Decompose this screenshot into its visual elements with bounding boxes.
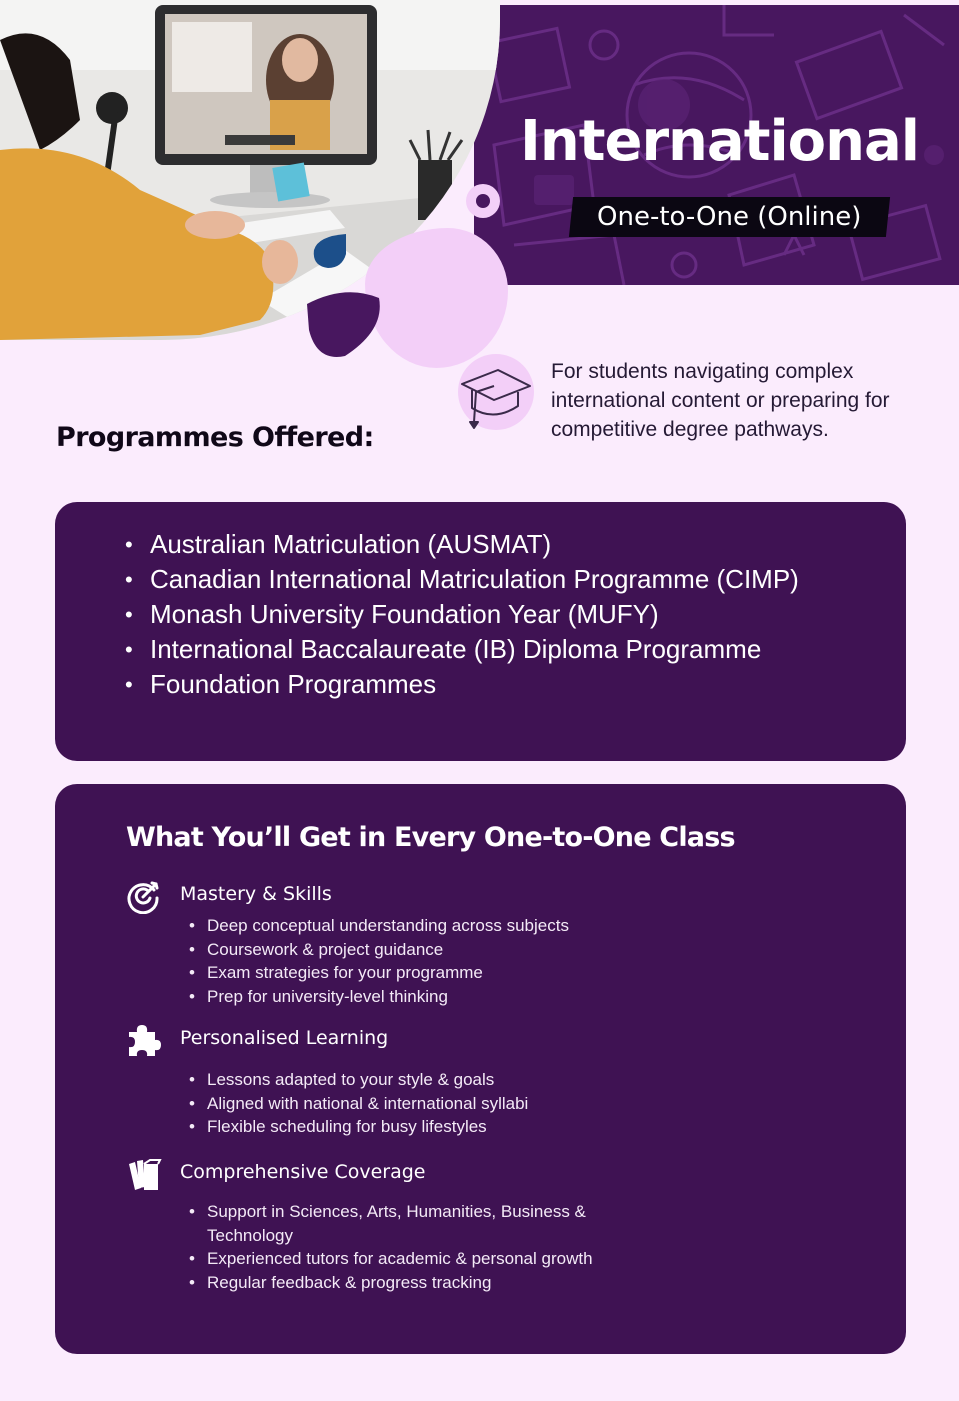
list-item: • Prep for university-level thinking bbox=[189, 985, 629, 1009]
hero-title: International bbox=[519, 109, 919, 174]
graduation-cap-icon bbox=[456, 352, 536, 432]
intro-text: For students navigating complex international content or preparing for competitive degree pathways. bbox=[551, 360, 890, 441]
programmes-heading: Programmes Offered: bbox=[56, 422, 374, 453]
list-item: • Exam strategies for your programme bbox=[189, 961, 629, 985]
feature-heading: Comprehensive Coverage bbox=[180, 1161, 426, 1183]
feature-list bbox=[189, 1200, 609, 1294]
list-item: • Lessons adapted to your style & goals bbox=[189, 1068, 629, 1092]
ring-decoration bbox=[466, 184, 500, 218]
decorative-blob bbox=[365, 228, 508, 368]
feature-heading: Personalised Learning bbox=[180, 1027, 389, 1049]
programme-item: • Foundation Programmes bbox=[125, 669, 437, 699]
feature-list bbox=[189, 914, 629, 1008]
features-heading: What You’ll Get in Every One-to-One Class bbox=[126, 822, 735, 853]
programme-item: • Canadian International Matriculation Programme (CIMP) bbox=[125, 564, 799, 594]
puzzle-icon bbox=[126, 1022, 162, 1058]
feature-list bbox=[189, 1068, 629, 1139]
programme-item: • Monash University Foundation Year (MUFY) bbox=[125, 599, 659, 629]
drop-shape-blue bbox=[312, 234, 346, 268]
drop-shape-dark bbox=[305, 290, 381, 360]
list-item: • Aligned with national & international syllabi bbox=[189, 1092, 629, 1116]
hero-badge-label: One-to-One (Online) bbox=[597, 202, 862, 232]
programmes-card bbox=[55, 502, 906, 761]
feature-heading: Mastery & Skills bbox=[180, 883, 332, 905]
programme-item: • Australian Matriculation (AUSMAT) bbox=[125, 529, 552, 559]
features-card bbox=[55, 784, 906, 1354]
list-item: • Experienced tutors for academic & personal growth bbox=[189, 1247, 609, 1271]
target-icon bbox=[126, 878, 162, 914]
programme-item: • International Baccalaureate (IB) Diploma Programme bbox=[125, 634, 762, 664]
list-item: • Coursework & project guidance bbox=[189, 938, 629, 962]
list-item: • Support in Sciences, Arts, Humanities, Business & Technology bbox=[189, 1200, 609, 1247]
list-item: • Regular feedback & progress tracking bbox=[189, 1271, 609, 1295]
books-icon bbox=[126, 1156, 162, 1192]
hero-banner bbox=[474, 5, 959, 285]
programmes-list bbox=[55, 527, 815, 702]
hero-badge bbox=[569, 197, 890, 237]
list-item: • Flexible scheduling for busy lifestyles bbox=[189, 1115, 629, 1139]
list-item: • Deep conceptual understanding across subjects bbox=[189, 914, 629, 938]
